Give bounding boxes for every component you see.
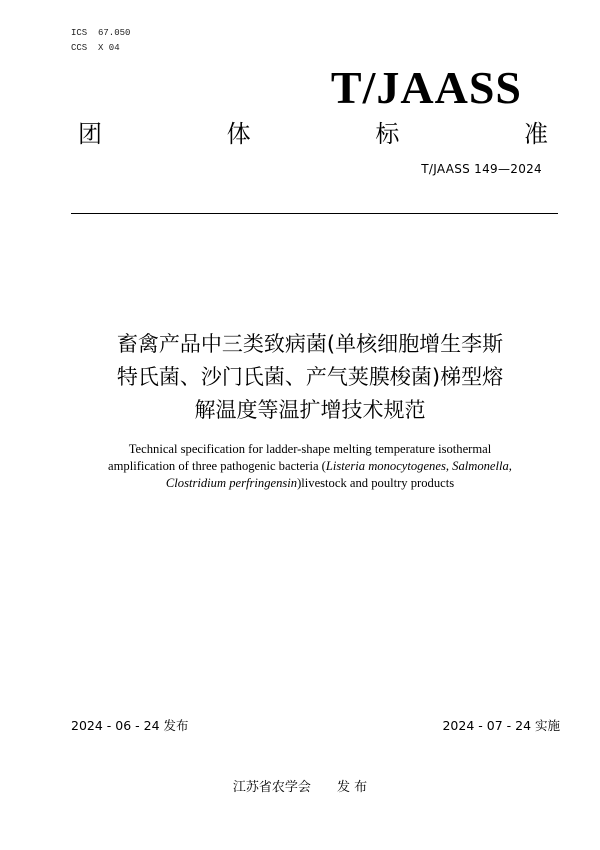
chinese-title-line: 特氏菌、沙门氏菌、产气荚膜梭菌)梯型熔 [116,365,504,389]
classification-codes [71,26,130,56]
english-title-line [50,475,570,492]
chinese-title-line: 畜禽产品中三类致病菌(单核细胞增生李斯 [116,332,504,356]
english-title-italic-run: Clostridium perfringensin [165,476,298,490]
standard-number: T/JAASS 149—2024 [421,162,542,176]
english-title-run: Technical specification for ladder-shape melting temperature isothermal [128,442,492,456]
issue-date: 2024 - 06 - 24 发布 [71,718,189,733]
dates-row [71,716,560,734]
english-title-line [50,441,570,458]
publisher-action: 发 布 [336,780,368,795]
organization-brand: T/JAASS [330,62,522,113]
header-divider [71,213,558,214]
standard-type-char: 团 [78,119,102,148]
english-title-run: amplification of three pathogenic bacteria ( [108,459,326,473]
chinese-title [40,328,580,427]
english-title [50,441,570,492]
publisher-name: 江苏省农学会 [232,780,311,795]
chinese-title-line: 解温度等温扩增技术规范 [194,398,426,422]
english-title-italic-run: Listeria monocytogenes, Salmonella, [325,459,512,473]
ccs-code: CCS X 04 [71,43,120,53]
standard-type-char: 准 [523,119,548,148]
implementation-date: 2024 - 07 - 24 实施 [442,718,560,733]
standard-type-char: 体 [226,119,251,148]
english-title-line [50,458,570,475]
ics-code: ICS 67.050 [71,28,131,38]
standard-type-char: 标 [375,119,400,148]
publisher-line [0,776,600,795]
english-title-run: )livestock and poultry products [297,476,455,490]
standard-type [78,114,548,148]
